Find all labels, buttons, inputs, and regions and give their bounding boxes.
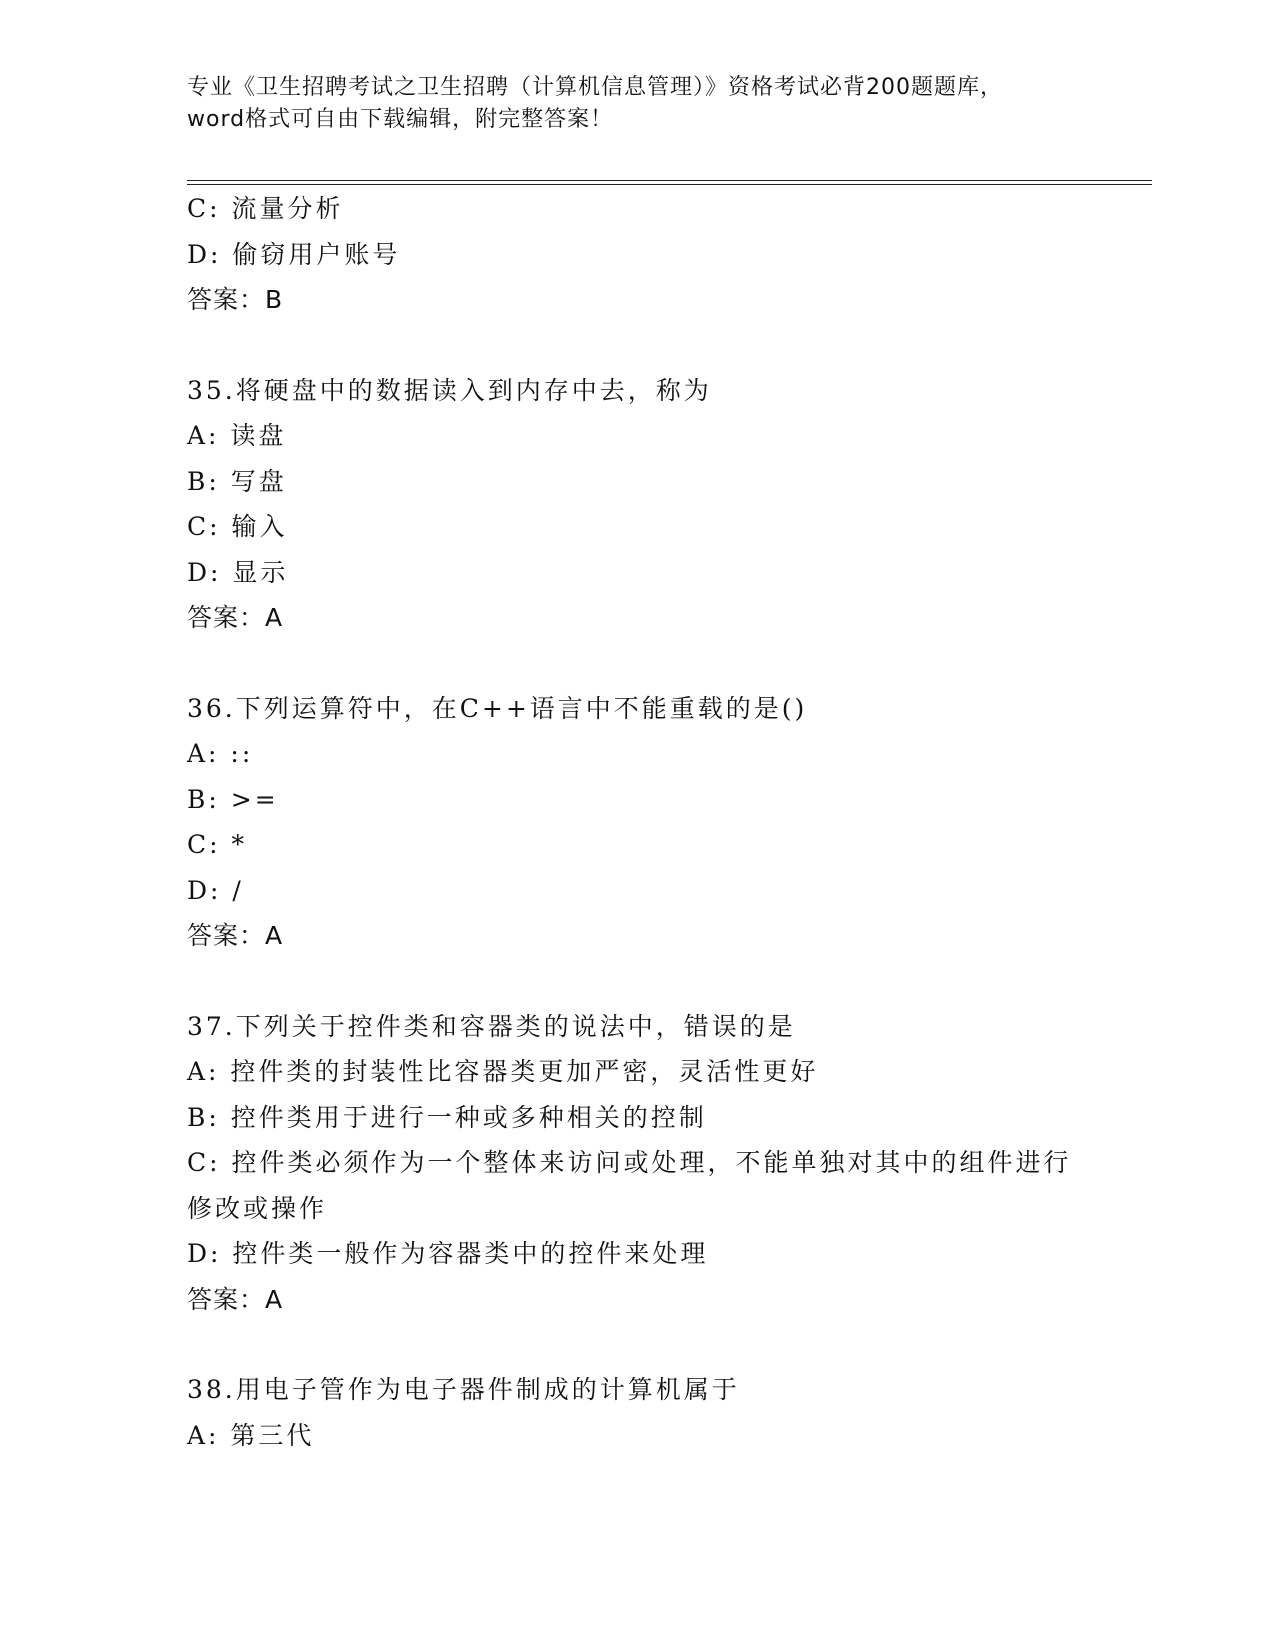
option-a: A: 读盘 [187,421,287,450]
option-b: B: 控件类用于进行一种或多种相关的控制 [187,1102,707,1132]
option-d: D: 控件类一般作为容器类中的控件来处理 [187,1239,709,1268]
option-b: B: >= [187,784,279,814]
answer-line: 答案：B [187,285,284,314]
question-38 [187,1367,1087,1458]
question-list [187,186,1087,1458]
document-header [187,72,1087,136]
spacer [187,641,1087,686]
option-a: A: 第三代 [187,1420,315,1450]
option-b: B: 写盘 [187,466,287,496]
option-d: D: 显示 [187,557,289,587]
question-36 [187,686,1087,959]
header-title-line-2: word格式可自由下载编辑，附完整答案！ [187,107,614,132]
option-c: C: 输入 [187,512,288,541]
option-c: C: * [187,830,247,859]
answer-line: 答案：A [187,921,284,950]
question-stem: 36.下列运算符中，在C++语言中不能重载的是() [187,693,808,723]
option-d: D: / [187,875,244,905]
header-divider [187,180,1152,185]
question-stem: 38.用电子管作为电子器件制成的计算机属于 [187,1375,740,1404]
spacer [187,1322,1087,1367]
question-35 [187,368,1087,641]
spacer [187,323,1087,368]
question-37 [187,1004,1087,1323]
question-stem: 35.将硬盘中的数据读入到内存中去，称为 [187,375,712,405]
option-c: C: 流量分析 [187,194,344,223]
answer-line: 答案：A [187,1284,284,1314]
option-a: A: :: [187,739,254,768]
option-a: A: 控件类的封装性比容器类更加严密，灵活性更好 [187,1057,819,1086]
question-stem: 37.下列关于控件类和容器类的说法中，错误的是 [187,1011,796,1041]
option-c: C: 控件类必须作为一个整体来访问或处理，不能单独对其中的组件进行修改或操作 [187,1148,1072,1223]
header-title-line-1: 专业《卫生招聘考试之卫生招聘（计算机信息管理）》资格考试必背200题题库， [187,75,1003,100]
question-34-continued [187,186,1087,323]
spacer [187,959,1087,1004]
answer-line: 答案：A [187,603,284,632]
option-d: D: 偷窃用户账号 [187,239,401,269]
